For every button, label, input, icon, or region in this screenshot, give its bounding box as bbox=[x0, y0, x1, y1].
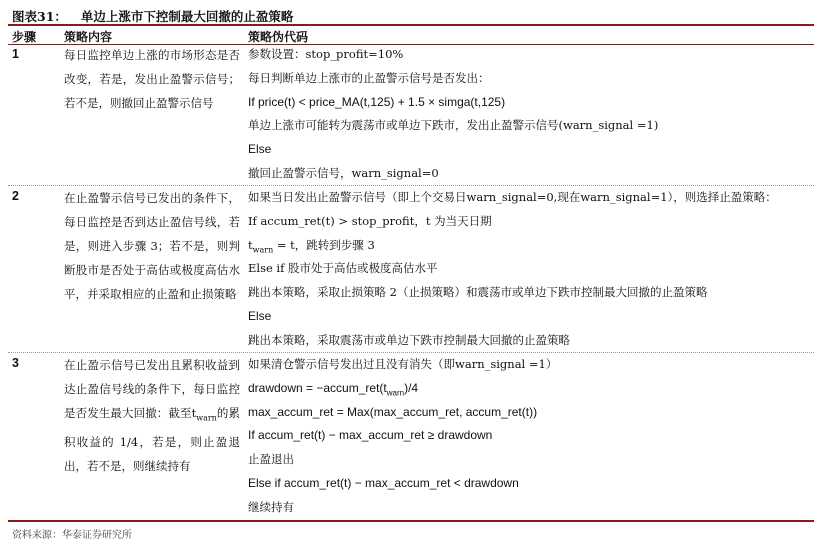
code-line: Else bbox=[248, 308, 272, 323]
code-line: 撤回止盈警示信号，warn_signal=0 bbox=[248, 165, 439, 180]
step-code-1 bbox=[248, 43, 814, 186]
header-code: 策略伪代码 bbox=[248, 30, 309, 44]
code-line: 每日判断单边上涨市的止盈警示信号是否发出： bbox=[248, 70, 490, 85]
code-line: 如果当日发出止盈警示信号（即上个交易日warn_signal=0,现在warn_signal=1），则选择止盈策略： bbox=[248, 190, 777, 204]
code-line: Else bbox=[248, 142, 272, 157]
code-line: If accum_ret(t) − max_accum_ret ≥ drawdown bbox=[248, 428, 493, 443]
source-note: 资料来源：华泰证券研究所 bbox=[12, 530, 132, 541]
code-line: 如果清仓警示信号发出过且没有消失（即warn_signal =1） bbox=[248, 357, 558, 371]
step-number-3: 3 bbox=[12, 356, 19, 370]
code-line: 继续持有 bbox=[248, 499, 294, 514]
code-line: 参数设置：stop_profit=10% bbox=[248, 47, 404, 61]
header-step: 步骤 bbox=[12, 30, 37, 44]
figure-title-text: 单边上涨市下控制最大回撤的止盈策略 bbox=[80, 9, 294, 24]
header-content: 策略内容 bbox=[64, 30, 113, 44]
code-line: drawdown = $-accum\_ret(t_{warn})/4$ bbox=[248, 380, 419, 398]
code-line: 跳出本策略，采取止损策略 2（止损策略）和震荡市或单边下跌市控制最大回撤的止盈策略 bbox=[248, 285, 708, 300]
step-number-2: 2 bbox=[12, 189, 19, 203]
step-code-3 bbox=[248, 353, 814, 520]
code-line: 止盈退出 bbox=[248, 452, 294, 467]
figure-label: 图表31： bbox=[12, 9, 67, 24]
code-line: If accum_ret(t) > stop_profit，t 为当天日期 bbox=[248, 213, 492, 228]
code-line: $t_{warn} = t$，跳转到步骤 3 bbox=[248, 237, 375, 254]
code-line: 跳出本策略，采取震荡市或单边下跌市控制最大回撤的止盈策略 bbox=[248, 332, 570, 347]
code-line: 单边上涨市可能转为震荡市或单边下跌市，发出止盈警示信号(warn_signal =1) bbox=[248, 118, 659, 133]
figure-title bbox=[12, 7, 293, 25]
step-description-2: 在止盈警示信号已发出的条件下，每日监控是否到达止盈信号线，若是，则进入步骤 3；若不是，则判断股市是否处于高估或极度高估水平，并采取相应的止盈和止损策略 bbox=[64, 191, 240, 301]
step-description-3: 在止盈示信号已发出且累积收益到达止盈信号线的条件下，每日监控是否发生最大回撤：截至$t_{warn}$的累积收益的 1/4，若是，则止盈退出，若不是，则继续持有 bbox=[64, 358, 241, 474]
code-line: max_accum_ret = Max(max_accum_ret, accum_ret(t)) bbox=[248, 404, 538, 419]
step-number-1: 1 bbox=[12, 47, 19, 61]
step-code-2 bbox=[248, 186, 814, 353]
title-rule bbox=[8, 24, 814, 26]
bottom-rule bbox=[8, 520, 814, 522]
code-line: If price(t) < price_MA(t,125) + 1.5 × simga(t,125) bbox=[248, 94, 506, 109]
code-line: Else if 股市处于高估或极度高估水平 bbox=[248, 261, 438, 276]
code-line: Else if accum_ret(t) − max_accum_ret < drawdown bbox=[248, 475, 519, 490]
step-description-1: 每日监控单边上涨的市场形态是否改变，若是，发出止盈警示信号；若不是，则撤回止盈警示信号 bbox=[64, 48, 240, 110]
